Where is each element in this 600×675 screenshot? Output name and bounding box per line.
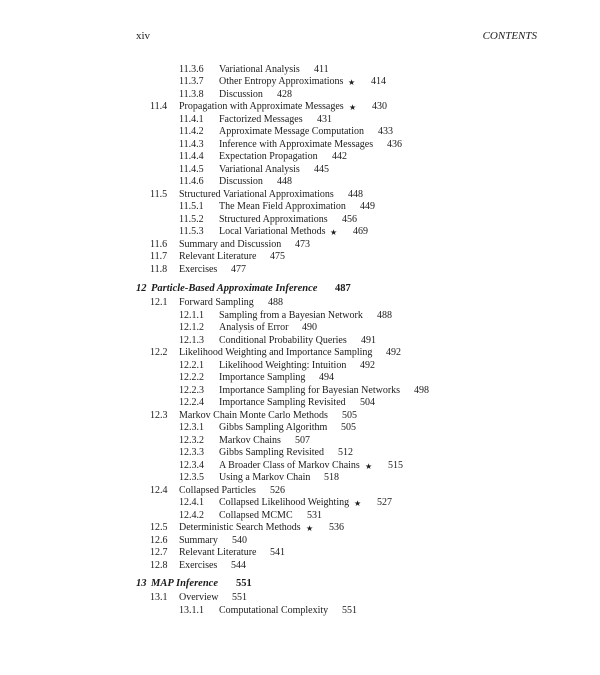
section-title: Markov Chain Monte Carlo Methods xyxy=(179,410,328,421)
section-number: 11.4.6 xyxy=(179,176,204,187)
page-ref: 526 xyxy=(270,485,285,496)
page-ref: 498 xyxy=(414,385,429,396)
section-title: Exercises xyxy=(179,560,218,571)
page-ref: 505 xyxy=(341,422,356,433)
section-title: Collapsed MCMC xyxy=(219,510,293,521)
section-title: Inference with Approximate Messages xyxy=(219,139,374,150)
page-ref: 536 xyxy=(329,522,344,533)
page-ref: 544 xyxy=(231,560,246,571)
page-ref: 431 xyxy=(317,114,332,125)
section-number: 11.8 xyxy=(150,264,168,275)
section-number: 12.3.3 xyxy=(179,447,204,458)
page-ref: 433 xyxy=(378,126,393,137)
page-ref: 449 xyxy=(360,201,375,212)
section-number: 12.3.1 xyxy=(179,422,204,433)
section-number: 12.4.1 xyxy=(179,497,204,508)
section-title: Analysis of Error xyxy=(219,322,289,333)
section-number: 12.1 xyxy=(150,297,168,308)
page-number: xiv xyxy=(136,30,151,42)
section-title: Expectation Propagation xyxy=(219,151,318,162)
section-number: 13.1 xyxy=(150,592,168,603)
section-number: 11.3.6 xyxy=(179,64,204,75)
star-icon: ★ xyxy=(354,499,362,508)
section-title: Likelihood Weighting and Importance Sampling xyxy=(179,347,373,358)
page-ref: 456 xyxy=(342,214,357,225)
section-title: Exercises xyxy=(179,264,218,275)
section-number: 12.4.2 xyxy=(179,510,204,521)
page-ref: 477 xyxy=(231,264,246,275)
page-ref: 512 xyxy=(338,447,353,458)
page-ref: 504 xyxy=(360,397,375,408)
section-title: Overview xyxy=(179,592,219,603)
section-title: Approximate Message Computation xyxy=(219,126,364,137)
section-number: 12.3.5 xyxy=(179,472,204,483)
section-title: Structured Approximations xyxy=(219,214,328,225)
page-ref: 540 xyxy=(232,535,247,546)
star-icon: ★ xyxy=(349,103,357,112)
section-number: 11.5.3 xyxy=(179,226,204,237)
section-number: 11.4.5 xyxy=(179,164,204,175)
page-ref: 445 xyxy=(314,164,329,175)
chapter-number: 13 xyxy=(136,578,147,589)
section-number: 11.4.4 xyxy=(179,151,204,162)
section-number: 12.7 xyxy=(150,547,168,558)
section-title: Relevant Literature xyxy=(179,251,257,262)
page-ref: 442 xyxy=(332,151,347,162)
page-ref: 541 xyxy=(270,547,285,558)
section-title: Variational Analysis xyxy=(219,64,300,75)
section-number: 12.2.1 xyxy=(179,360,204,371)
page-ref: 531 xyxy=(307,510,322,521)
section-title: Sampling from a Bayesian Network xyxy=(219,310,363,321)
section-number: 11.5 xyxy=(150,189,168,200)
section-title: Structured Variational Approximations xyxy=(179,189,334,200)
section-title: Collapsed Particles xyxy=(179,485,256,496)
section-number: 11.3.7 xyxy=(179,76,204,87)
section-title: Gibbs Sampling Algorithm xyxy=(219,422,328,433)
page-ref: 492 xyxy=(360,360,375,371)
page-ref: 490 xyxy=(302,322,317,333)
running-header: CONTENTS xyxy=(482,30,537,42)
section-title: Importance Sampling for Bayesian Networks xyxy=(219,385,401,396)
section-number: 11.3.8 xyxy=(179,89,204,100)
section-title: Other Entropy Approximations xyxy=(219,76,344,87)
section-title: Using a Markov Chain xyxy=(219,472,311,483)
chapter-title: MAP Inference xyxy=(151,578,218,589)
section-title: Discussion xyxy=(219,176,263,187)
section-number: 12.3.4 xyxy=(179,460,204,471)
section-title: Collapsed Likelihood Weighting xyxy=(219,497,350,508)
section-number: 11.4.1 xyxy=(179,114,204,125)
section-title: Summary and Discussion xyxy=(179,239,282,250)
page-ref: 527 xyxy=(377,497,392,508)
section-number: 11.5.2 xyxy=(179,214,204,225)
section-number: 12.2.3 xyxy=(179,385,204,396)
section-title: Local Variational Methods xyxy=(219,226,326,237)
page-ref: 505 xyxy=(342,410,357,421)
section-title: The Mean Field Approximation xyxy=(219,201,346,212)
section-title: Likelihood Weighting: Intuition xyxy=(219,360,347,371)
page-ref: 551 xyxy=(236,578,252,589)
section-title: Forward Sampling xyxy=(179,297,254,308)
section-number: 12.4 xyxy=(150,485,168,496)
section-number: 12.2 xyxy=(150,347,168,358)
page-ref: 491 xyxy=(361,335,376,346)
section-number: 12.2.4 xyxy=(179,397,204,408)
section-title: Importance Sampling xyxy=(219,372,306,383)
page-ref: 475 xyxy=(270,251,285,262)
page-ref: 488 xyxy=(268,297,283,308)
section-title: Gibbs Sampling Revisited xyxy=(219,447,324,458)
section-number: 12.8 xyxy=(150,560,168,571)
page-ref: 515 xyxy=(388,460,403,471)
section-number: 12.1.3 xyxy=(179,335,204,346)
section-title: Computational Complexity xyxy=(219,605,329,616)
section-number: 11.5.1 xyxy=(179,201,204,212)
chapter-title: Particle-Based Approximate Inference xyxy=(151,283,318,294)
page-ref: 488 xyxy=(377,310,392,321)
section-number: 11.4.2 xyxy=(179,126,204,137)
page-ref: 473 xyxy=(295,239,310,250)
star-icon: ★ xyxy=(348,78,356,87)
section-number: 13.1.1 xyxy=(179,605,204,616)
section-number: 12.5 xyxy=(150,522,168,533)
chapter-number: 12 xyxy=(136,283,147,294)
section-title: Summary xyxy=(179,535,218,546)
page-ref: 507 xyxy=(295,435,310,446)
page-ref: 551 xyxy=(342,605,357,616)
section-number: 12.6 xyxy=(150,535,168,546)
section-title: Discussion xyxy=(219,89,263,100)
page-ref: 414 xyxy=(371,76,386,87)
section-number: 12.3 xyxy=(150,410,168,421)
section-number: 11.4.3 xyxy=(179,139,204,150)
section-number: 11.6 xyxy=(150,239,168,250)
section-title: Variational Analysis xyxy=(219,164,300,175)
section-title: Propagation with Approximate Messages xyxy=(179,101,344,112)
section-title: Factorized Messages xyxy=(219,114,303,125)
page-ref: 448 xyxy=(348,189,363,200)
section-title: Deterministic Search Methods xyxy=(179,522,301,533)
page-ref: 492 xyxy=(386,347,401,358)
section-number: 12.2.2 xyxy=(179,372,204,383)
section-title: Importance Sampling Revisited xyxy=(219,397,346,408)
section-number: 12.1.2 xyxy=(179,322,204,333)
section-title: Relevant Literature xyxy=(179,547,257,558)
section-number: 11.7 xyxy=(150,251,168,262)
page-ref: 518 xyxy=(324,472,339,483)
section-title: Markov Chains xyxy=(219,435,281,446)
section-number: 12.1.1 xyxy=(179,310,204,321)
page-ref: 448 xyxy=(277,176,292,187)
star-icon: ★ xyxy=(306,524,314,533)
page-ref: 430 xyxy=(372,101,387,112)
star-icon: ★ xyxy=(330,228,338,237)
page-ref: 487 xyxy=(335,283,351,294)
page-ref: 551 xyxy=(232,592,247,603)
page-ref: 411 xyxy=(314,64,329,75)
page-ref: 436 xyxy=(387,139,402,150)
page-ref: 428 xyxy=(277,89,292,100)
page-ref: 494 xyxy=(319,372,334,383)
section-number: 11.4 xyxy=(150,101,168,112)
section-title: A Broader Class of Markov Chains xyxy=(219,460,360,471)
page-ref: 469 xyxy=(353,226,368,237)
section-title: Conditional Probability Queries xyxy=(219,335,347,346)
star-icon: ★ xyxy=(365,462,373,471)
section-number: 12.3.2 xyxy=(179,435,204,446)
